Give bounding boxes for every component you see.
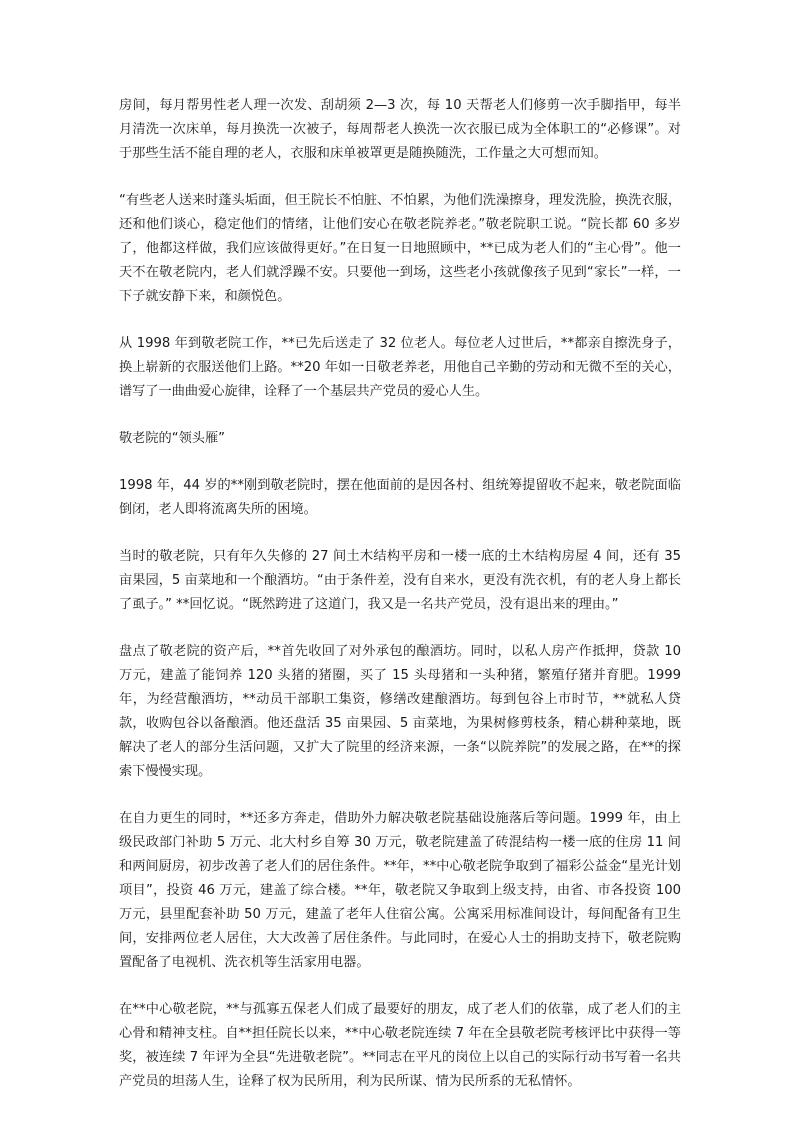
paragraph-2: “有些老人送来时蓬头垢面，但王院长不怕脏、不怕累，为他们洗澡擦身，理发洗脸，换洗衣服，还和他们谈心，稳定他们的情绪，让他们安心在敬老院养老。”敬老院职工说。“院长都 60 多岁了，他都这样做，我们应该做得更好。”在日复一日地照顾中，**已成为老人们的“主心骨”。他一天不在敬老院内，老人们就浮躁不安。只要他一到场，这些老小孩就像孩子见到“家长”一样，一下子就安静下来，和颜悦色。 bbox=[119, 193, 681, 304]
paragraph-4: 1998 年，44 岁的**刚到敬老院时，摆在他面前的是因各村、组统筹提留收不起来，敬老院面临倒闭，老人即将流离失所的困境。 bbox=[119, 478, 681, 517]
article-body bbox=[119, 94, 681, 1094]
paragraph-8: 在**中心敬老院，**与孤寡五保老人们成了最要好的朋友，成了老人们的依靠，成了老人们的主心骨和精神支柱。自**担任院长以来，**中心敬老院连续 7 年在全县敬老院考核评比中获得一等奖，被连续 7 年评为全县“先进敬老院”。**同志在平凡的岗位上以自己的实际行动书写着一名共产党员的坦荡人生，诠释了权为民所用，利为民所谋、情为民所系的无私情怀。 bbox=[119, 1002, 681, 1089]
paragraph-1: 房间，每月帮男性老人理一次发、刮胡须 2—3 次，每 10 天帮老人们修剪一次手脚指甲，每半月清洗一次床单，每月换洗一次被子，每周帮老人换洗一次衣服已成为全体职工的“必修课”。对于那些生活不能自理的老人，衣服和床单被罩更是随换随洗，工作量之大可想而知。 bbox=[119, 98, 681, 161]
section-heading: 敬老院的“领头雁” bbox=[119, 431, 225, 446]
paragraph-6: 盘点了敬老院的资产后，**首先收回了对外承包的酿酒坊。同时，以私人房产作抵押，贷款 10 万元，建盖了能饲养 120 头猪的猪圈，买了 15 头母猪和一头种猪，繁殖仔猪并育肥。1999 年，为经营酿酒坊，**动员干部职工集资，修缮改建酿酒坊。每到包谷上市时节，**就私人贷款，收购包谷以备酿酒。他还盘活 35 亩果园、5 亩菜地，为果树修剪枝条，精心耕种菜地，既解决了老人的部分生活问题，又扩大了院里的经济来源，一条“以院养院”的发展之路，在**的探索下慢慢实现。 bbox=[119, 644, 681, 779]
paragraph-7: 在自力更生的同时，**还多方奔走，借助外力解决敬老院基础设施落后等问题。1999 年，由上级民政部门补助 5 万元、北大村乡自筹 30 万元，敬老院建盖了砖混结构一楼一底的住房 11 间和两间厨房，初步改善了老人们的居住条件。**年，**中心敬老院争取到了福彩公益金“星光计划项目”，投资 46 万元，建盖了综合楼。**年，敬老院又争取到上级支持，由省、市各投资 100 万元，县里配套补助 50 万元，建盖了老年人住宿公寓。公寓采用标准间设计，每间配备有卫生间，安排两位老人居住，大大改善了居住条件。与此同时，在爱心人士的捐助支持下，敬老院购置配备了电视机、洗衣机等生活家用电器。 bbox=[119, 811, 681, 970]
paragraph-3: 从 1998 年到敬老院工作，**已先后送走了 32 位老人。每位老人过世后，**都亲自擦洗身子，换上崭新的衣服送他们上路。**20 年如一日敬老养老，用他自己辛勤的劳动和无微不至的关心，谱写了一曲曲爱心旋律，诠释了一个基层共产党员的爱心人生。 bbox=[119, 336, 681, 399]
paragraph-5: 当时的敬老院，只有年久失修的 27 间土木结构平房和一楼一底的土木结构房屋 4 间，还有 35 亩果园，5 亩菜地和一个酿酒坊。“由于条件差，没有自来水，更没有洗衣机，有的老人身上都长了虱子。” **回忆说。“既然跨进了这道门，我又是一名共产党员，没有退出来的理由。” bbox=[119, 549, 681, 612]
